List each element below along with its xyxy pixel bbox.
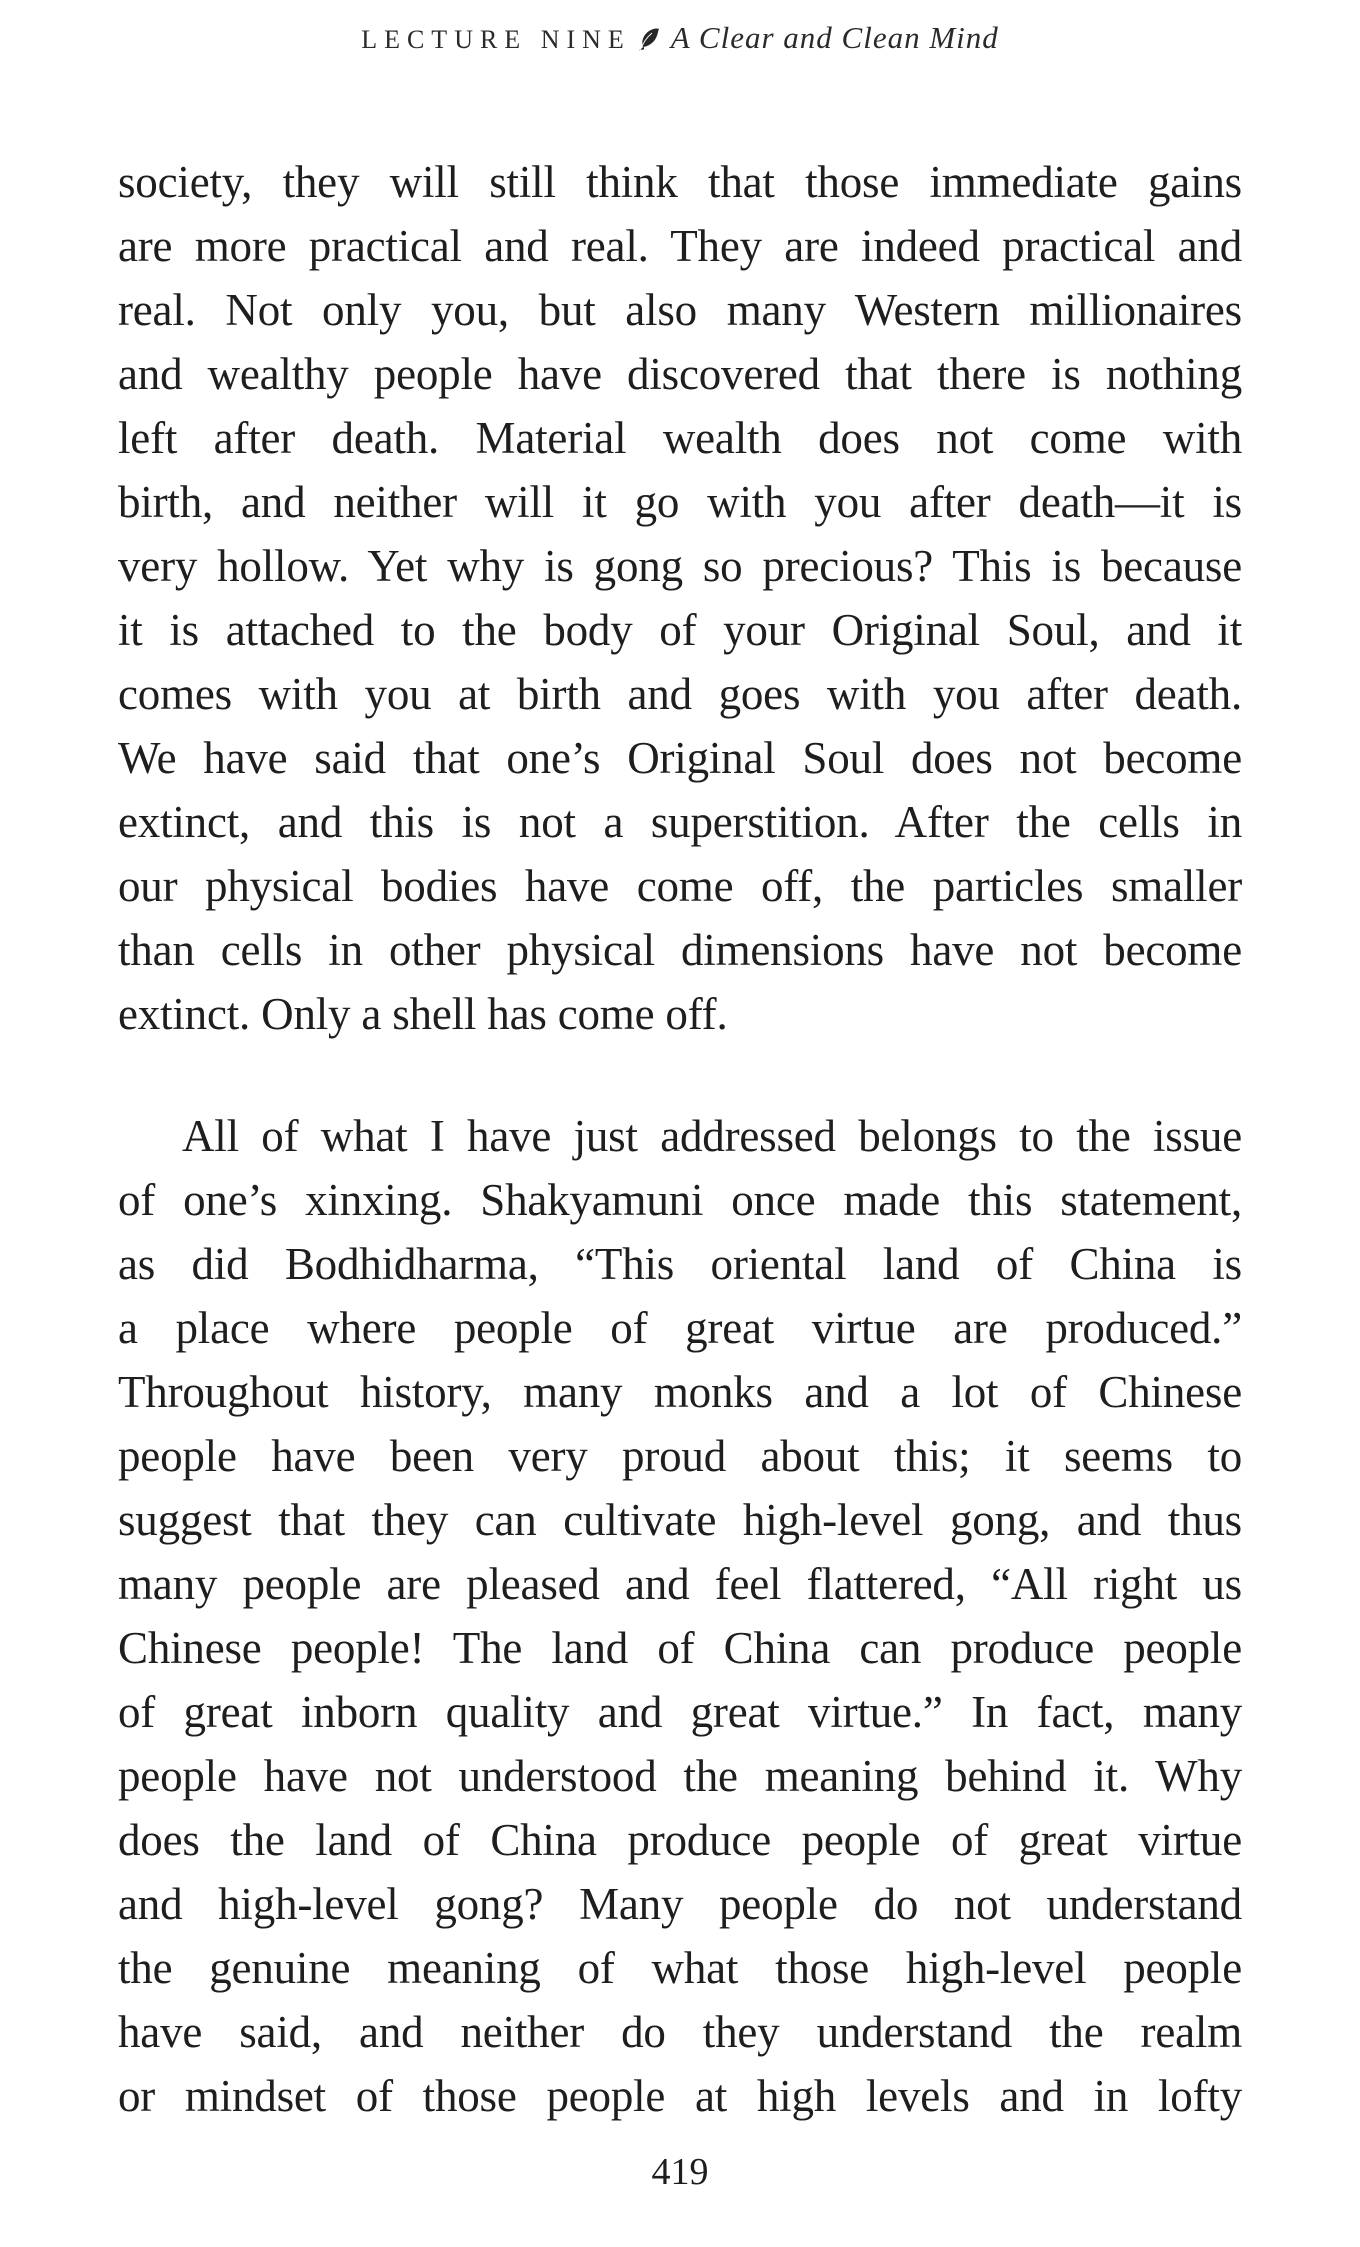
text-line: left after death. Material wealth does not come with — [118, 413, 1242, 463]
text-line: or mindset of those people at high levels and in lofty — [118, 2071, 1242, 2121]
text-line: of great inborn quality and great virtue.” In fact, many — [118, 1687, 1242, 1737]
text-line: many people are pleased and feel flattered, “All right us — [118, 1559, 1242, 1609]
page-number: 419 — [651, 2151, 709, 2193]
text-line: it is attached to the body of your Original Soul, and it — [118, 605, 1242, 655]
text-line: people have not understood the meaning behind it. Why — [118, 1751, 1242, 1801]
text-line: as did Bodhidharma, “This oriental land of China is — [118, 1239, 1242, 1289]
text-line: All of what I have just addressed belongs to the issue — [182, 1111, 1242, 1161]
text-line: We have said that one’s Original Soul does not become — [118, 733, 1242, 783]
text-line: are more practical and real. They are indeed practical and — [118, 221, 1242, 271]
text-line: and wealthy people have discovered that there is nothing — [118, 349, 1242, 399]
text-line: comes with you at birth and goes with you after death. — [118, 669, 1242, 719]
lecture-label: LECTURE NINE — [361, 25, 631, 54]
fleuron-leaf-icon — [637, 26, 661, 57]
paragraph-1 — [118, 150, 1242, 1046]
text-line: Throughout history, many monks and a lot of Chinese — [118, 1367, 1242, 1417]
text-line: our physical bodies have come off, the particles smaller — [118, 861, 1242, 911]
paragraph-2 — [118, 1104, 1242, 2128]
text-line: the genuine meaning of what those high-level people — [118, 1943, 1242, 1993]
text-line: Chinese people! The land of China can produce people — [118, 1623, 1242, 1673]
text-line: does the land of China produce people of great virtue — [118, 1815, 1242, 1865]
text-line: extinct, and this is not a superstition. After the cells in — [118, 797, 1242, 847]
text-line: suggest that they can cultivate high-level gong, and thus — [118, 1495, 1242, 1545]
text-line: extinct. Only a shell has come off. — [118, 989, 728, 1039]
text-line: real. Not only you, but also many Western millionaires — [118, 285, 1242, 335]
running-header — [0, 20, 1360, 57]
text-line: of one’s xinxing. Shakyamuni once made this statement, — [118, 1175, 1242, 1225]
text-line: very hollow. Yet why is gong so precious? This is because — [118, 541, 1242, 591]
text-line: birth, and neither will it go with you after death—it is — [118, 477, 1242, 527]
text-line: society, they will still think that those immediate gains — [118, 157, 1242, 207]
text-line: and high-level gong? Many people do not understand — [118, 1879, 1242, 1929]
text-line: a place where people of great virtue are produced.” — [118, 1303, 1242, 1353]
text-line: have said, and neither do they understand the realm — [118, 2007, 1242, 2057]
text-line: than cells in other physical dimensions have not become — [118, 925, 1242, 975]
text-line: people have been very proud about this; it seems to — [118, 1431, 1242, 1481]
chapter-title: A Clear and Clean Mind — [670, 20, 999, 55]
body-text — [118, 150, 1242, 2128]
